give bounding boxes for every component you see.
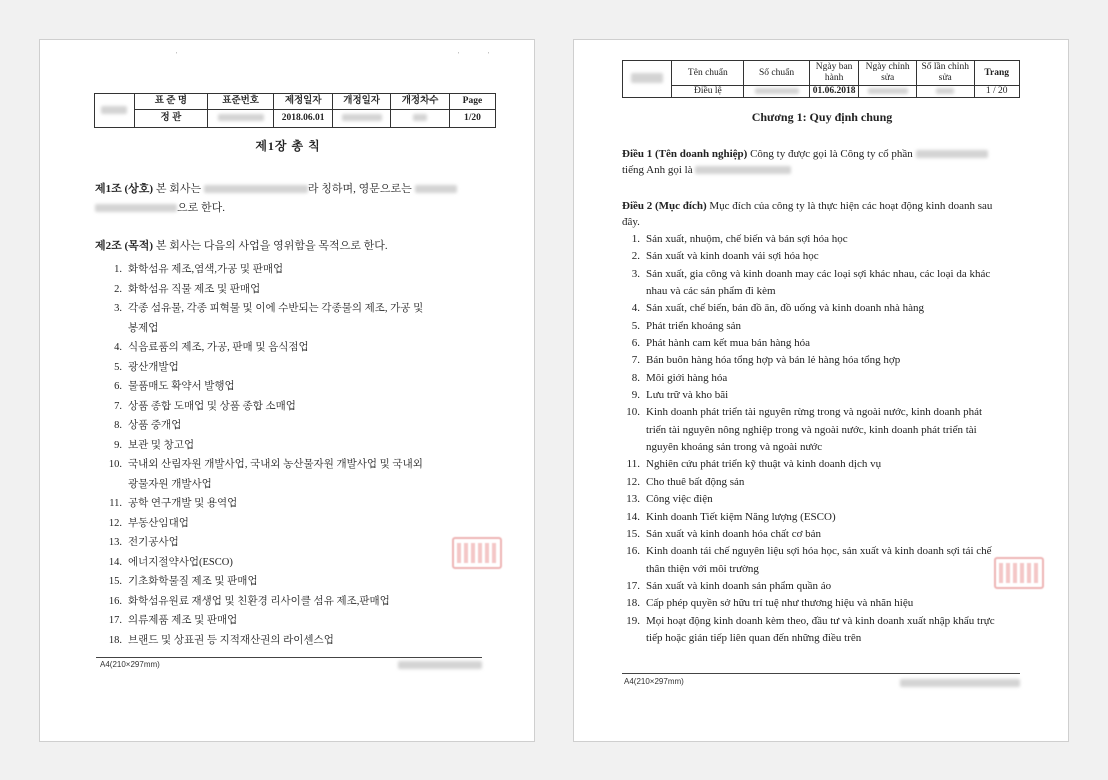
list-item-text: Kinh doanh Tiết kiệm Năng lượng (ESCO) xyxy=(646,510,836,523)
list-item xyxy=(622,491,995,508)
list-item xyxy=(622,526,995,543)
list-item xyxy=(622,509,995,526)
list-item-continuation: nhau và các sản phẩm đi kèm xyxy=(646,285,776,298)
list-item-continuation: 봉제업 xyxy=(128,322,159,334)
list-item-number: 1. xyxy=(631,233,640,245)
list-item xyxy=(106,338,423,358)
list-item xyxy=(106,494,423,514)
list-item xyxy=(106,416,423,436)
list-item-number: 14. xyxy=(626,510,640,523)
list-item-continuation: 광물자원 개발사업 xyxy=(128,478,212,490)
header-cell: 개정일자 xyxy=(332,94,390,110)
list-item-text: Công việc điện xyxy=(646,493,713,506)
redacted-name xyxy=(695,166,791,174)
list-item-text: 물품매도 확약서 발행업 xyxy=(128,381,235,392)
redacted-company-name xyxy=(900,679,1020,687)
list-item-text: 광산개발업 xyxy=(128,361,179,373)
list-item-number: 6. xyxy=(631,337,640,350)
list-item xyxy=(106,572,423,592)
list-item-text: 기초화학물질 제조 및 판매업 xyxy=(128,576,258,587)
list-item xyxy=(106,436,423,456)
list-item-text: Phát triển khoáng sản xyxy=(646,319,742,332)
header-cell: Trang xyxy=(974,61,1020,86)
list-item-number: 10. xyxy=(626,406,640,419)
list-item-number: 16. xyxy=(626,545,640,558)
list-item-number: 4. xyxy=(114,342,122,353)
list-item-number: 8. xyxy=(631,371,640,384)
company-logo-redacted xyxy=(95,94,135,128)
list-item xyxy=(622,248,995,265)
list-item xyxy=(622,231,995,248)
list-item-number: 1. xyxy=(114,264,122,275)
header-cell: Tên chuẩn xyxy=(672,61,744,86)
article-2: 제2조 (목적) 본 회사는 다음의 사업을 영위함을 목적으로 한다. xyxy=(95,240,388,252)
header-cell: 표준번호 xyxy=(207,94,274,110)
list-item xyxy=(622,266,995,301)
list-item xyxy=(622,387,995,404)
list-item-text: 보관 및 창고업 xyxy=(128,439,195,451)
list-item-continuation: thân thiện với môi trường xyxy=(646,562,759,575)
list-item xyxy=(622,335,995,352)
header-cell: Ngày ban hành xyxy=(809,61,858,86)
list-item xyxy=(622,613,995,648)
list-item-number: 19. xyxy=(626,614,640,627)
list-item-number: 18. xyxy=(108,634,122,646)
list-item-number: 18. xyxy=(626,597,640,610)
purpose-list-vietnamese xyxy=(622,231,995,647)
company-logo-redacted xyxy=(623,61,672,98)
list-item xyxy=(106,455,423,494)
article-1-cont: tiếng Anh gọi là xyxy=(622,162,791,178)
article-1: Điều 1 (Tên doanh nghiệp) Công ty được gọi là Công ty cổ phần xyxy=(622,146,988,162)
header-cell: 개정차수 xyxy=(391,94,449,110)
list-item-number: 11. xyxy=(109,498,122,509)
list-item-continuation: nguyên khoáng sản trong và ngoài nước xyxy=(646,441,823,454)
chapter-title: Chương 1: Quy định chung xyxy=(751,110,893,124)
redacted-name xyxy=(95,204,177,212)
list-item-text: 에너지절약사업(ESCO) xyxy=(128,556,233,568)
list-item-number: 6. xyxy=(114,381,122,392)
list-item-number: 12. xyxy=(108,517,122,529)
list-item xyxy=(106,611,423,631)
list-item-text: 전기공사업 xyxy=(128,537,179,548)
article-2-cont: đây. xyxy=(622,216,640,228)
value-cell: 01.06.2018 xyxy=(809,86,858,98)
redacted-name xyxy=(415,185,457,193)
article-label: Điều 2 (Mục đích) xyxy=(622,200,707,212)
header-cell: Số lần chỉnh sửa xyxy=(916,61,974,86)
value-cell: 1 / 20 xyxy=(974,86,1020,98)
value-cell: 1/20 xyxy=(449,110,495,128)
list-item-text: 화학섬유 직물 제조 및 판매업 xyxy=(128,283,261,295)
paper-size-label: A4(210×297mm) xyxy=(100,660,160,669)
list-item-text: Nghiên cứu phát triển kỹ thuật và kinh doanh dịch vụ xyxy=(646,458,882,471)
list-item-continuation: triển tài nguyên nông nghiệp trong và ngoài nước, kinh doanh phát triển tài xyxy=(646,423,977,436)
list-item-text: Cấp phép quyền sở hữu trí tuệ như thương hiệu và nhãn hiệu xyxy=(646,597,914,610)
list-item xyxy=(622,578,995,595)
list-item-number: 4. xyxy=(631,302,640,315)
list-item-number: 17. xyxy=(626,579,640,592)
list-item xyxy=(106,280,423,300)
list-item-text: Sản xuất và kinh doanh hóa chất cơ bản xyxy=(646,527,822,540)
list-item-number: 13. xyxy=(626,493,640,506)
list-item-continuation: tiếp hoặc gián tiếp liên quan đến những điều trên xyxy=(646,631,862,644)
list-item-text: 공학 연구개발 및 용역업 xyxy=(128,498,238,509)
list-item-text: Sản xuất, chế biến, bán đồ ăn, đồ uống và kinh doanh nhà hàng xyxy=(646,302,924,315)
list-item xyxy=(106,553,423,573)
list-item-text: 각종 섬유물, 각종 피혁물 및 이에 수반되는 각종물의 제조, 가공 및 xyxy=(128,303,424,314)
list-item-text: Cho thuê bất động sản xyxy=(646,475,745,488)
list-item xyxy=(622,318,995,335)
list-item xyxy=(106,533,423,553)
redacted-name xyxy=(204,185,308,193)
list-item-number: 2. xyxy=(114,283,122,295)
footer-divider xyxy=(96,657,482,658)
list-item xyxy=(622,543,995,578)
list-item-text: 의류제품 제조 및 판매업 xyxy=(128,615,238,626)
document-page-vietnamese xyxy=(573,39,1069,742)
list-item-number: 17. xyxy=(108,615,122,626)
list-item xyxy=(106,592,423,612)
list-item-text: 화학섬유 제조,염색,가공 및 판매업 xyxy=(128,264,284,275)
list-item-text: Mọi hoạt động kinh doanh kèm theo, đầu tư và kinh doanh xuất nhập khẩu trực xyxy=(646,614,995,627)
value-cell: 정 관 xyxy=(134,110,207,128)
company-seal-stamp xyxy=(994,557,1044,589)
value-cell-redacted xyxy=(332,110,390,128)
list-item xyxy=(622,370,995,387)
list-item-number: 3. xyxy=(631,267,640,280)
list-item xyxy=(106,514,423,534)
list-item-number: 10. xyxy=(108,459,122,470)
list-item-text: 상품 종합 도매업 및 상품 종합 소매업 xyxy=(128,400,296,412)
list-item-number: 9. xyxy=(631,389,640,402)
list-item-number: 12. xyxy=(626,475,640,488)
value-cell-redacted xyxy=(744,86,810,98)
article-label: Điều 1 (Tên doanh nghiệp) xyxy=(622,148,748,160)
list-item-text: 부동산임대업 xyxy=(128,517,189,529)
document-header-table xyxy=(622,60,1020,98)
article-label: 제1조 (상호) xyxy=(95,183,154,195)
list-item-number: 16. xyxy=(108,595,122,607)
list-item-text: 식음료품의 제조, 가공, 판매 및 음식점업 xyxy=(128,342,309,353)
list-item-text: Kinh doanh phát triển tài nguyên rừng trong và ngoài nước, kinh doanh phát xyxy=(646,406,983,419)
list-item-number: 15. xyxy=(108,576,122,587)
redacted-name xyxy=(916,150,988,158)
list-item-number: 15. xyxy=(626,527,640,540)
list-item xyxy=(106,631,423,651)
list-item-number: 5. xyxy=(114,361,122,373)
footer-divider xyxy=(622,673,1020,674)
list-item xyxy=(622,352,995,369)
list-item-number: 8. xyxy=(114,420,122,431)
list-item-text: 브랜드 및 상표권 등 지적재산권의 라이센스업 xyxy=(128,634,334,646)
list-item xyxy=(622,595,995,612)
header-cell: Số chuẩn xyxy=(744,61,810,86)
list-item-number: 7. xyxy=(114,400,122,412)
list-item-number: 14. xyxy=(108,556,122,568)
header-cell: Page xyxy=(449,94,495,110)
list-item-number: 5. xyxy=(631,319,640,332)
list-item xyxy=(622,474,995,491)
corner-mark: ' xyxy=(176,51,178,59)
list-item xyxy=(622,300,995,317)
list-item-text: Kinh doanh tái chế nguyên liệu sợi hóa học, sản xuất và kinh doanh sợi tái chế xyxy=(646,545,992,558)
list-item-text: 상품 중개업 xyxy=(128,420,182,431)
list-item xyxy=(106,299,423,338)
list-item-text: 화학섬유원료 재생업 및 친환경 리사이클 섬유 제조,판매업 xyxy=(128,595,390,607)
value-cell-redacted xyxy=(859,86,917,98)
list-item xyxy=(622,404,995,456)
purpose-list-korean xyxy=(106,260,423,650)
paper-size-label: A4(210×297mm) xyxy=(624,677,684,686)
article-2: Điều 2 (Mục đích) Mục đích của công ty là thực hiện các hoạt động kinh doanh sau xyxy=(622,200,993,212)
value-cell-redacted xyxy=(207,110,274,128)
list-item-text: Sản xuất và kinh doanh sản phẩm quần áo xyxy=(646,579,832,592)
document-page-korean xyxy=(39,39,535,742)
list-item-number: 13. xyxy=(108,537,122,548)
list-item xyxy=(106,377,423,397)
article-1-cont: 으로 한다. xyxy=(95,200,225,216)
redacted-company-name xyxy=(398,661,482,669)
list-item xyxy=(106,260,423,280)
list-item xyxy=(622,456,995,473)
header-cell: 표 준 명 xyxy=(134,94,207,110)
list-item-text: 국내외 산림자원 개발사업, 국내외 농산물자원 개발사업 및 국내외 xyxy=(128,459,423,470)
list-item-text: Sản xuất, nhuộm, chế biến và bán sợi hóa học xyxy=(646,233,848,245)
list-item-number: 9. xyxy=(114,439,122,451)
header-cell: 제정일자 xyxy=(274,94,332,110)
chapter-title: 제1장 총 칙 xyxy=(255,139,321,153)
list-item-text: Lưu trữ và kho bãi xyxy=(646,389,729,402)
value-cell: 2018.06.01 xyxy=(274,110,332,128)
list-item-number: 2. xyxy=(631,250,640,263)
list-item xyxy=(106,358,423,378)
list-item-text: Sản xuất và kinh doanh vải sợi hóa học xyxy=(646,250,819,263)
list-item-text: Phát hành cam kết mua bán hàng hóa xyxy=(646,337,811,350)
article-label: 제2조 (목적) xyxy=(95,240,154,252)
list-item-text: Môi giới hàng hóa xyxy=(646,371,728,384)
header-cell: Ngày chỉnh sửa xyxy=(859,61,917,86)
article-1: 제1조 (상호) 본 회사는 라 칭하며, 영문으로는 xyxy=(95,181,457,197)
list-item-number: 3. xyxy=(114,303,122,314)
list-item-text: Bán buôn hàng hóa tổng hợp và bán lẻ hàng hóa tổng hợp xyxy=(646,354,901,367)
corner-mark: ' xyxy=(488,51,490,59)
document-header-table xyxy=(94,93,496,128)
company-seal-stamp xyxy=(452,537,502,569)
list-item-number: 11. xyxy=(626,458,640,471)
list-item-text: Sản xuất, gia công và kinh doanh may các loại sợi khác nhau, các loại da khác xyxy=(646,267,991,280)
value-cell: Điều lệ xyxy=(672,86,744,98)
corner-mark: ' xyxy=(458,51,460,59)
list-item-number: 7. xyxy=(631,354,640,367)
value-cell-redacted xyxy=(916,86,974,98)
value-cell-redacted xyxy=(391,110,449,128)
list-item xyxy=(106,397,423,417)
